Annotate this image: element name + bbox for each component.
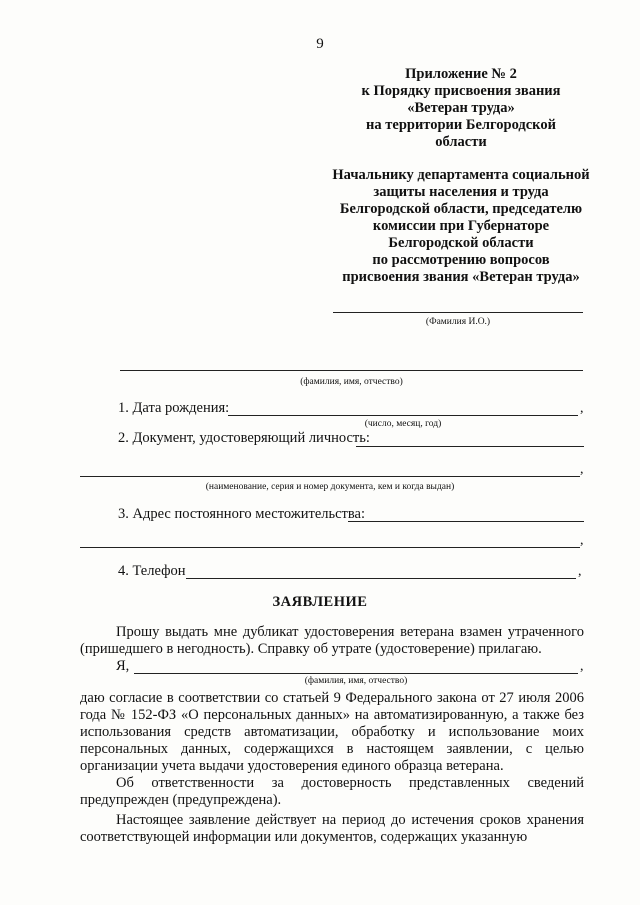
addressee-line: Белгородской области [388,235,534,251]
statement-title: ЗАЯВЛЕНИЕ [272,594,368,610]
phone-comma: , [578,564,582,579]
appendix-line: на территории Белгородской [366,117,556,133]
addressee-line: Начальнику департамента социальной [332,167,590,183]
addressee-line: Белгородской области, председателю [339,201,583,217]
appendix-line: «Ветеран труда» [407,100,515,116]
page-number: 9 [316,36,324,52]
birth-date-line[interactable] [228,415,578,416]
validity-paragraph: Настоящее заявление действует на период до истечения сроков хранения соответствующей информации или документов, содержащих указанную [80,812,584,845]
phone-line[interactable] [186,578,576,579]
responsibility-paragraph: Об ответственности за достоверность представленных сведений предупрежден (предупреждена). [80,775,584,808]
identity-document-line-2[interactable] [80,476,580,477]
addressee-line: присвоения звания «Ветеран труда» [342,269,580,285]
addressee-line: защиты населения и труда [373,184,549,200]
birth-date-label: 1. Дата рождения: [118,400,230,416]
addressee-line: по рассмотрению вопросов [372,252,550,268]
applicant-name-caption: (фамилия, имя, отчество) [300,377,403,387]
identity-document-line[interactable] [356,446,584,447]
i-name-comma: , [580,659,584,674]
identity-document-comma: , [580,462,584,477]
appendix-line: области [435,134,487,150]
i-name-caption: (фамилия, имя, отчество) [304,676,408,686]
appendix-line: к Порядку присвоения звания [361,83,561,99]
request-paragraph: Прошу выдать мне дубликат удостоверения ветерана взамен утраченного (пришедшего в негодность). Справку об утрате (удостоверение) прилагаю. [80,624,584,657]
phone-label: 4. Телефон [118,563,186,579]
address-comma: , [580,533,584,548]
consent-paragraph: даю согласие в соответствии со статьей 9 Федерального закона от 27 июля 2006 года № 152-ФЗ «О персональных данных» на автоматизированную, а также без использования средств автоматизации, обработку и использование моих персональных данных, содержащихся в настоящем заявлении, с целью организации учета выдачи удостоверения единого образца ветерана. [80,690,584,774]
i-name-line[interactable] [134,673,578,674]
i-label: Я, [116,658,130,674]
appendix-line: Приложение № 2 [405,66,517,82]
birth-date-comma: , [580,401,584,416]
signature-line[interactable] [333,312,583,313]
appendix-header [330,66,592,151]
addressee-block [330,167,592,286]
identity-document-caption: (наименование, серия и номер документа, кем и когда выдан) [205,482,455,492]
addressee-line: комиссии при Губернаторе [372,218,550,234]
address-line-2[interactable] [80,547,580,548]
address-label: 3. Адрес постоянного местожительства: [118,506,366,522]
identity-document-label: 2. Документ, удостоверяющий личность: [118,430,370,446]
applicant-name-line[interactable] [120,370,583,371]
address-line[interactable] [348,521,584,522]
signature-caption: (Фамилия И.О.) [425,317,491,327]
birth-date-caption: (число, месяц, год) [364,419,442,429]
